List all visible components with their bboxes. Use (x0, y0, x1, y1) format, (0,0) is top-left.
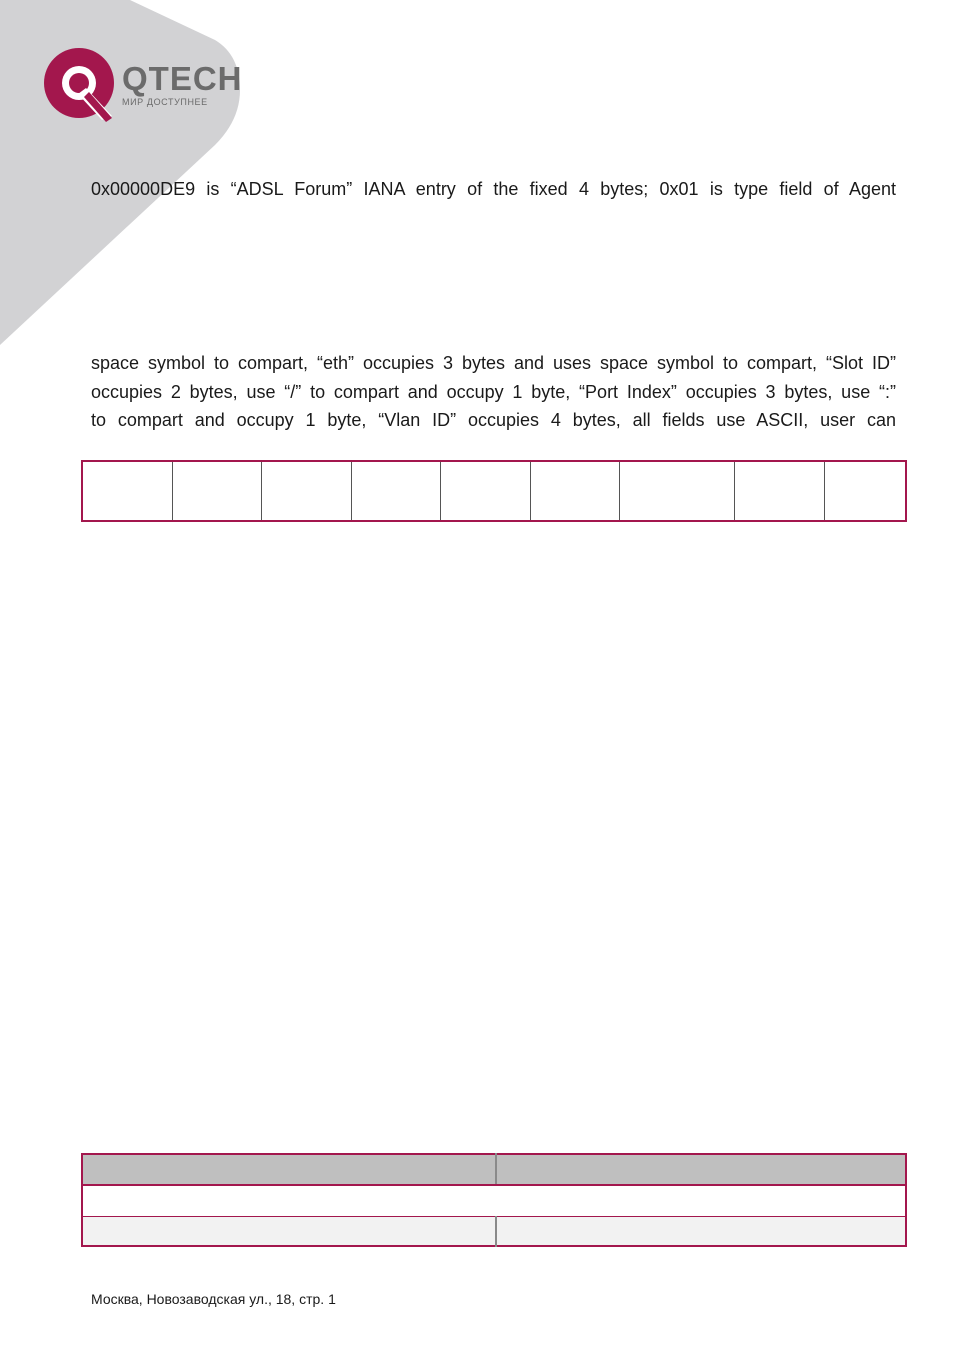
command-table (81, 1153, 907, 1247)
table-header-cell (496, 1154, 906, 1185)
footer-address: Москва, Новозаводская ул., 18, стр. 1 (91, 1291, 336, 1307)
table-cell (735, 461, 825, 521)
paragraph-line: space symbol to compart, “eth” occupies 3 bytes and uses space symbol to compart, “Slot ID” (91, 353, 896, 373)
table-cell (496, 1217, 906, 1247)
table-cell (82, 1217, 496, 1247)
table-cell (82, 461, 173, 521)
paragraph-line: occupies 2 bytes, use “/” to compart and occupy 1 byte, “Port Index” occupies 3 bytes, use “:” (91, 381, 896, 402)
table-cell (620, 461, 735, 521)
paragraph-line: 0x00000DE9 is “ADSL Forum” IANA entry of the fixed 4 bytes; 0x01 is type field of Agent (91, 179, 896, 199)
table-header-cell (82, 1154, 496, 1185)
table-header-row (82, 1154, 906, 1185)
table-cell (82, 1185, 906, 1217)
table-row (82, 1217, 906, 1247)
logo-tagline: МИР ДОСТУПНЕЕ (122, 97, 208, 107)
table-row (82, 461, 906, 521)
table-cell (352, 461, 441, 521)
table-cell (173, 461, 262, 521)
table-row (82, 1185, 906, 1217)
table-cell (441, 461, 531, 521)
table-cell (825, 461, 907, 521)
table-cell (531, 461, 620, 521)
table-cell (262, 461, 352, 521)
paragraph-2 (91, 349, 896, 435)
logo-wordmark: QTECH (122, 60, 243, 97)
paragraph-1 (91, 175, 896, 204)
paragraph-line: to compart and occupy 1 byte, “Vlan ID” occupies 4 bytes, all fields use ASCII, user can (91, 410, 896, 430)
format-table (81, 460, 907, 522)
